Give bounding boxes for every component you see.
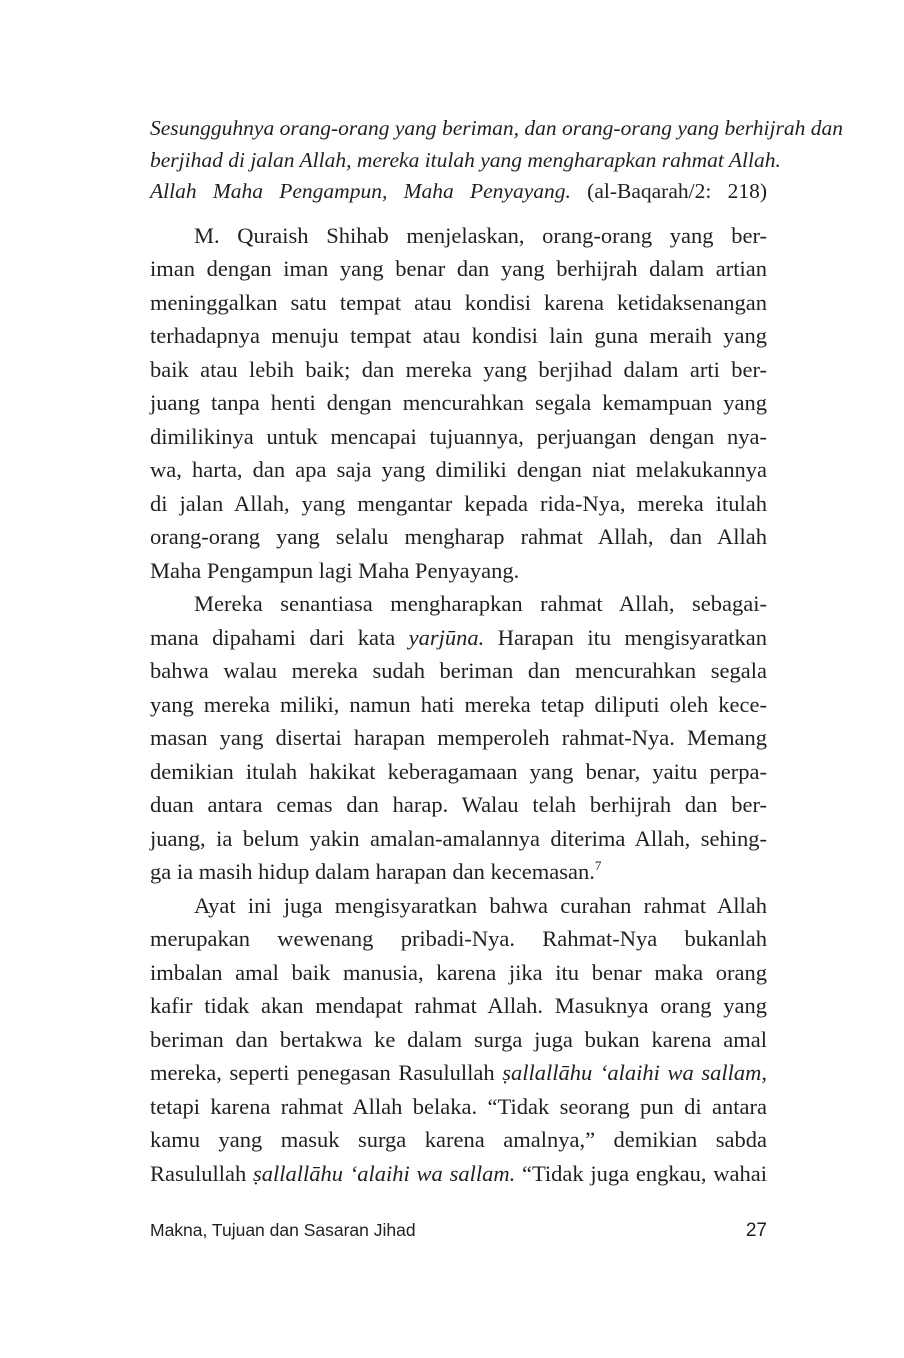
honorific: ṣallallāhu ‘alaihi wa sallam. <box>253 1160 516 1186</box>
text-line: di jalan Allah, yang mengantar kepada rida-Nya, mereka itulah <box>150 490 767 516</box>
text-line: kamu yang masuk surga karena amalnya,” demikian sabda <box>150 1127 767 1152</box>
text-line: mereka, seperti penegasan Rasulullah ṣallallāhu ‘alaihi wa sallam, <box>150 1060 767 1085</box>
page-body <box>150 113 843 1190</box>
text-line: Mereka senantiasa mengharapkan rahmat Allah, sebagai- <box>194 591 767 616</box>
text-line: wa, harta, dan apa saja yang dimiliki dengan niat melakukannya <box>150 457 767 482</box>
quote-line: berjihad di jalan Allah, mereka itulah yang mengharapkan rahmat Allah. <box>150 147 781 172</box>
text-line: Rasulullah ṣallallāhu ‘alaihi wa sallam. “Tidak juga engkau, wahai <box>150 1160 767 1186</box>
honorific: ṣallallāhu ‘alaihi wa sallam, <box>502 1060 767 1085</box>
quran-verse-translation <box>150 113 843 208</box>
text-line: masan yang disertai harapan memperoleh rahmat-Nya. Memang <box>150 725 767 750</box>
text-line: Ayat ini juga mengisyaratkan bahwa curahan rahmat Allah <box>194 892 767 918</box>
quote-line: Allah Maha Pengampun, Maha Penyayang. (al-Baqarah/2: 218) <box>150 179 767 203</box>
running-title: Makna, Tujuan dan Sasaran Jihad <box>150 1220 416 1240</box>
text-line: tetapi karena rahmat Allah belaka. “Tidak seorang pun di antara <box>150 1093 767 1119</box>
paragraph-3 <box>150 889 767 1191</box>
page-number: 27 <box>745 1220 767 1241</box>
footnote-marker[interactable]: 7 <box>594 858 602 873</box>
text-line: baik atau lebih baik; dan mereka yang berjihad dalam arti ber- <box>150 356 767 382</box>
text-line: juang, ia belum yakin amalan-amalannya diterima Allah, sehing- <box>150 825 767 851</box>
verse-reference: (al-Baqarah/2: 218) <box>587 179 767 203</box>
text-line: terhadapnya menuju tempat atau kondisi lain guna meraih yang <box>150 323 767 348</box>
text-line: Maha Pengampun lagi Maha Penyayang. <box>150 557 520 583</box>
text-line: dimilikinya untuk mencapai tujuannya, perjuangan dengan nya- <box>150 423 767 449</box>
text-line: yang mereka miliki, namun hati mereka tetap diliputi oleh kece- <box>150 691 767 717</box>
text-line: M. Quraish Shihab menjelaskan, orang-orang yang ber- <box>194 222 767 248</box>
text-line: iman dengan iman yang benar dan yang berhijrah dalam artian <box>150 256 767 281</box>
text-line: merupakan wewenang pribadi-Nya. Rahmat-Nya bukanlah <box>150 926 767 951</box>
text-line: bahwa walau mereka sudah beriman dan mencurahkan segala <box>150 658 767 683</box>
text-line: ga ia masih hidup dalam harapan dan kecemasan.$^7$ <box>150 858 602 884</box>
text-line: meninggalkan satu tempat atau kondisi karena ketidaksenangan <box>150 289 767 315</box>
text-line: mana dipahami dari kata yarjūna. Harapan itu mengisyaratkan <box>150 624 767 650</box>
text-line: imbalan amal baik manusia, karena jika itu benar maka orang <box>150 959 767 985</box>
paragraph-1 <box>150 219 767 588</box>
text-line: duan antara cemas dan harap. Walau telah berhijrah dan ber- <box>150 792 767 817</box>
arabic-term: yarjūna. <box>408 624 485 650</box>
paragraph-2 <box>150 587 767 889</box>
text-line: kafir tidak akan mendapat rahmat Allah. Masuknya orang yang <box>150 993 767 1018</box>
text-line: juang tanpa henti dengan mencurahkan segala kemampuan yang <box>150 390 767 415</box>
text-line: beriman dan bertakwa ke dalam surga juga bukan karena amal <box>150 1026 767 1052</box>
text-line: orang-orang yang selalu mengharap rahmat Allah, dan Allah <box>150 524 767 549</box>
text-line: demikian itulah hakikat keberagamaan yang benar, yaitu perpa- <box>150 758 767 784</box>
quote-line: Sesungguhnya orang-orang yang beriman, dan orang-orang yang berhijrah dan <box>150 116 843 140</box>
